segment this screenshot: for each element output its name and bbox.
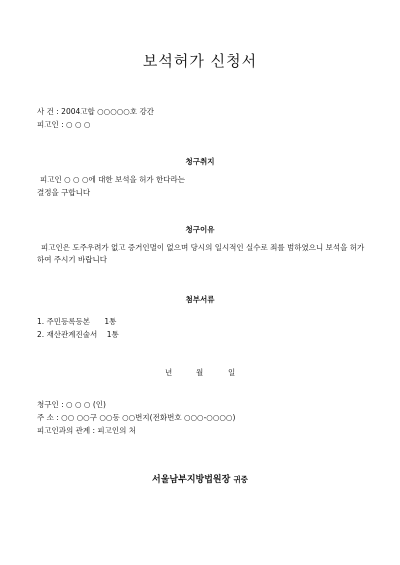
attachment-item: 1. 주민등록등본 1통: [37, 317, 117, 326]
claim-text-2: 결정을 구합니다: [37, 188, 91, 197]
date-day: 일: [228, 368, 236, 377]
reason-text: 피고인은 도주우려가 없고 증거인멸이 없으며 당시의 일시적인 실수로 죄를 범하였으니 보석을 허가하여 주시기 바랍니다: [37, 243, 365, 264]
attachment-item: 2. 재산관계진술서 1통: [37, 330, 119, 339]
date-row: [0, 367, 400, 379]
date-month: 월: [196, 368, 204, 377]
relation-line: 피고인과의 관계 : 피고인의 처: [37, 426, 137, 435]
claim-text-1: 피고인 ○ ○ ○에 대한 보석을 허가 한다라는: [40, 175, 185, 184]
reason-heading: 청구이유: [185, 225, 215, 234]
document-title: 보석허가 신청서: [142, 52, 258, 70]
case-line: 사 건 : 2004고합 ○○○○○호 강간: [37, 107, 154, 116]
defendant-line: 피고인 : ○ ○ ○: [37, 120, 91, 129]
court-name: 서울남부지방법원장: [152, 475, 231, 485]
applicant-line: 청구인 : ○ ○ ○ (인): [37, 400, 106, 409]
court-addressee: [0, 472, 400, 485]
date-year: 년: [165, 368, 173, 377]
attachments-heading: 첨부서류: [185, 295, 215, 304]
address-line: 주 소 : ○○ ○○구 ○○동 ○○번지(전화번호 ○○○-○○○○): [37, 413, 236, 422]
claim-heading: 청구취지: [185, 157, 215, 166]
court-suffix: 귀중: [233, 475, 248, 484]
